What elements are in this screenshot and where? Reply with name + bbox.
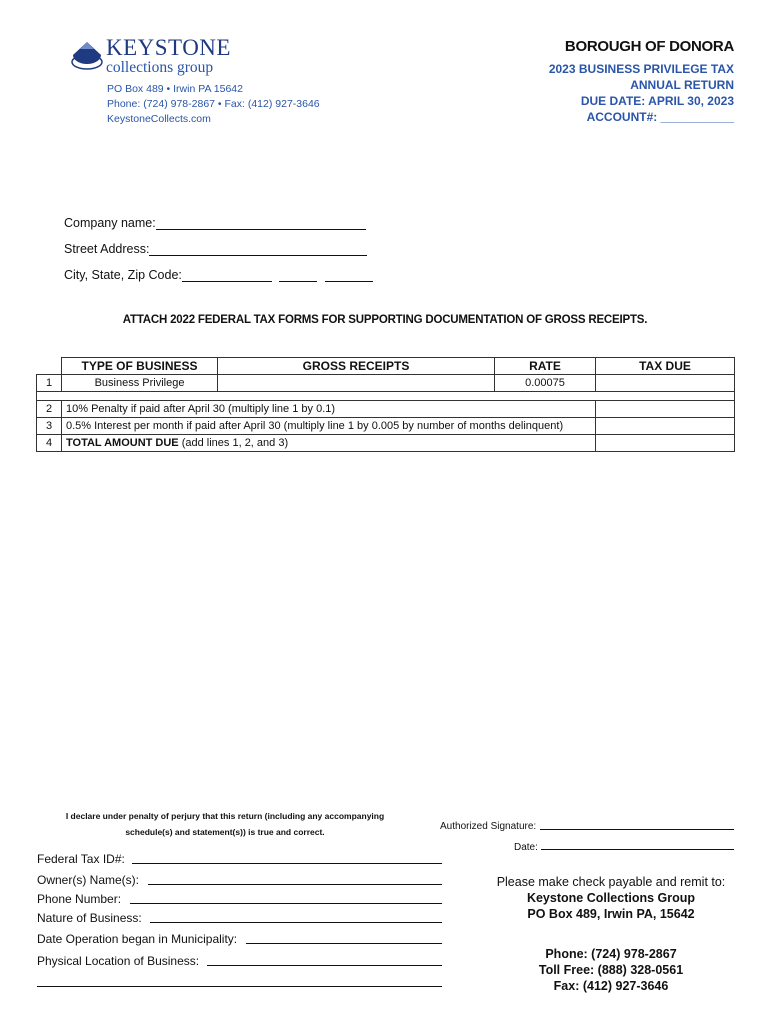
gross-receipts-input[interactable] bbox=[218, 375, 495, 392]
city-state-zip-label: City, State, Zip Code: bbox=[64, 268, 182, 282]
row-number: 4 bbox=[37, 435, 62, 452]
due-date: DUE DATE: APRIL 30, 2023 bbox=[580, 94, 734, 108]
tax-name: 2023 BUSINESS PRIVILEGE TAX bbox=[548, 62, 734, 76]
city-state-zip-field[interactable] bbox=[64, 268, 373, 282]
table-row bbox=[37, 375, 735, 392]
street-address-line[interactable] bbox=[149, 243, 367, 256]
city-line[interactable] bbox=[182, 269, 272, 282]
company-name-line[interactable] bbox=[156, 217, 366, 230]
owners-name-line[interactable] bbox=[148, 884, 442, 885]
phone-number-line[interactable] bbox=[130, 903, 442, 904]
return-type: ANNUAL RETURN bbox=[630, 78, 734, 92]
declaration-line-2: schedule(s) and statement(s)) is true and correct. bbox=[125, 827, 325, 837]
tax-due-line1-input[interactable] bbox=[596, 375, 735, 392]
table-header-row bbox=[37, 358, 735, 375]
declaration-line-1: I declare under penalty of perjury that this return (including any accompanying bbox=[65, 811, 385, 821]
authorized-signature-label: Authorized Signature: bbox=[440, 821, 537, 832]
date-operation-began-line[interactable] bbox=[246, 943, 442, 944]
date-line[interactable] bbox=[541, 849, 734, 850]
total-due-input[interactable] bbox=[596, 435, 735, 452]
company-name-field[interactable] bbox=[64, 216, 366, 230]
remit-intro: Please make check payable and remit to: bbox=[496, 875, 726, 889]
brand-address: PO Box 489 • Irwin PA 15642 bbox=[107, 83, 243, 95]
table-row bbox=[37, 435, 735, 452]
brand-logo-text bbox=[106, 36, 231, 76]
total-line-note: (add lines 1, 2, and 3) bbox=[178, 437, 289, 449]
physical-location-line[interactable] bbox=[207, 965, 442, 966]
rate-cell: 0.00075 bbox=[495, 375, 596, 392]
penalty-input[interactable] bbox=[596, 401, 735, 418]
remit-name: Keystone Collections Group bbox=[526, 891, 696, 905]
title-block bbox=[549, 38, 734, 125]
brand-phone-fax: Phone: (724) 978-2867 • Fax: (412) 927-3646 bbox=[107, 98, 320, 110]
penalty-line-label: 10% Penalty if paid after April 30 (multiply line 1 by 0.1) bbox=[62, 401, 596, 418]
remit-block bbox=[486, 874, 736, 994]
remit-fax: Fax: (412) 927-3646 bbox=[553, 979, 669, 993]
table-row bbox=[37, 418, 735, 435]
remit-address: PO Box 489, Irwin PA, 15642 bbox=[527, 907, 695, 921]
authorized-signature-line[interactable] bbox=[540, 829, 734, 830]
physical-location-line-2[interactable] bbox=[37, 986, 442, 987]
row-number: 3 bbox=[37, 418, 62, 435]
header-rate: RATE bbox=[495, 358, 596, 375]
street-address-label: Street Address: bbox=[64, 242, 150, 256]
remit-phone: Phone: (724) 978-2867 bbox=[545, 947, 677, 961]
nature-of-business-line[interactable] bbox=[150, 922, 442, 923]
business-type-cell: Business Privilege bbox=[62, 375, 218, 392]
interest-input[interactable] bbox=[596, 418, 735, 435]
interest-line-label: 0.5% Interest per month if paid after April 30 (multiply line 1 by 0.005 by number of months delinquent) bbox=[62, 418, 596, 435]
perjury-declaration bbox=[40, 808, 410, 840]
remit-toll-free: Toll Free: (888) 328-0561 bbox=[538, 963, 684, 977]
account-number: ACCOUNT#: ___________ bbox=[586, 110, 734, 124]
row-number: 2 bbox=[37, 401, 62, 418]
spacer-row bbox=[37, 392, 735, 401]
street-address-field[interactable] bbox=[64, 242, 367, 256]
attach-notice: ATTACH 2022 FEDERAL TAX FORMS FOR SUPPORTING DOCUMENTATION OF GROSS RECEIPTS. bbox=[122, 314, 648, 326]
table-row bbox=[37, 401, 735, 418]
brand-address-block bbox=[107, 82, 320, 127]
state-line[interactable] bbox=[279, 269, 317, 282]
municipality-title: BOROUGH OF DONORA bbox=[564, 38, 734, 55]
federal-tax-id-label: Federal Tax ID#: bbox=[37, 852, 125, 866]
company-name-label: Company name: bbox=[64, 216, 156, 230]
date-operation-began-label: Date Operation began in Municipality: bbox=[37, 932, 238, 946]
total-amount-due-label: TOTAL AMOUNT DUE bbox=[66, 437, 179, 449]
federal-tax-id-line[interactable] bbox=[132, 863, 442, 864]
keystone-logo-icon bbox=[70, 40, 104, 70]
header-gross-receipts: GROSS RECEIPTS bbox=[218, 358, 495, 375]
date-label: Date: bbox=[514, 842, 538, 853]
nature-of-business-label: Nature of Business: bbox=[37, 911, 142, 925]
brand-website: KeystoneCollects.com bbox=[107, 113, 211, 125]
tax-table bbox=[36, 357, 735, 452]
phone-number-label: Phone Number: bbox=[37, 892, 122, 906]
owners-name-label: Owner(s) Name(s): bbox=[37, 873, 140, 887]
header-tax-due: TAX DUE bbox=[596, 358, 735, 375]
row-number: 1 bbox=[37, 375, 62, 392]
physical-location-label: Physical Location of Business: bbox=[37, 954, 200, 968]
brand-subtitle: collections group bbox=[106, 59, 214, 76]
header-type-of-business: TYPE OF BUSINESS bbox=[62, 358, 218, 375]
total-line-label bbox=[62, 435, 596, 452]
zip-line[interactable] bbox=[325, 269, 373, 282]
brand-name: KEYSTONE bbox=[106, 35, 231, 60]
